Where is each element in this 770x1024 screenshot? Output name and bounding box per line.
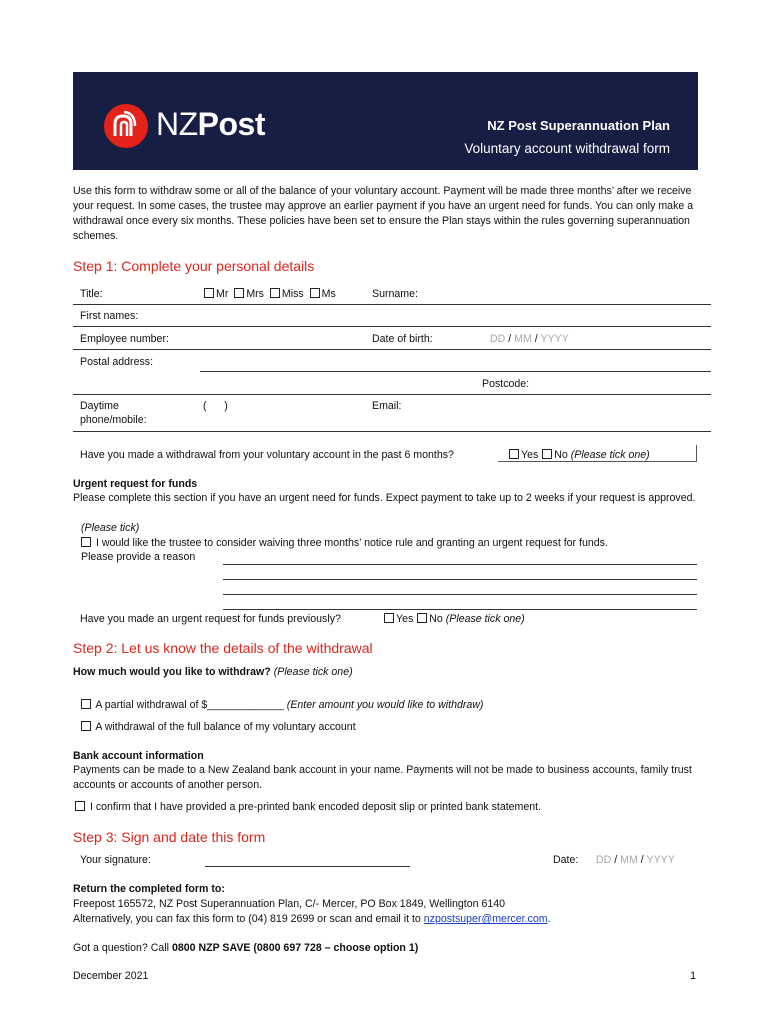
first-names-label: First names: xyxy=(80,310,139,322)
confirm-checkbox[interactable] xyxy=(75,801,85,811)
reason-line-1[interactable] xyxy=(223,564,697,565)
step2-heading: Step 2: Let us know the details of the withdrawal xyxy=(73,640,373,656)
employee-number-label: Employee number: xyxy=(80,333,169,345)
question-line: Got a question? Call 0800 NZP SAVE (0800 697 728 – choose option 1) xyxy=(73,942,419,954)
title-ms-checkbox[interactable] xyxy=(310,288,320,298)
date-label: Date: xyxy=(553,854,579,866)
partial-withdrawal-option[interactable]: A partial withdrawal of $_____________ (Enter amount you would like to withdraw) xyxy=(81,698,483,712)
please-tick: (Please tick) xyxy=(81,522,140,534)
divider xyxy=(73,326,711,327)
title-mr-checkbox[interactable] xyxy=(204,288,214,298)
past-no-checkbox[interactable] xyxy=(542,449,552,459)
divider xyxy=(73,304,711,305)
step1-heading: Step 1: Complete your personal details xyxy=(73,258,315,274)
reason-label: Please provide a reason xyxy=(81,551,196,563)
phone-label: Daytime phone/mobile: xyxy=(80,400,147,426)
urgent-no-checkbox[interactable] xyxy=(417,613,427,623)
signature-line[interactable] xyxy=(205,866,410,867)
footer-date: December 2021 xyxy=(73,970,149,982)
dob-field[interactable]: DD / MM / YYYY xyxy=(490,333,569,345)
signature-label: Your signature: xyxy=(80,854,151,866)
return-heading: Return the completed form to: xyxy=(73,883,225,895)
confirm-option[interactable]: I confirm that I have provided a pre-printed bank encoded deposit slip or printed bank statement. xyxy=(75,800,541,814)
title-miss-checkbox[interactable] xyxy=(270,288,280,298)
email-label: Email: xyxy=(372,400,402,412)
urgent-previous-options[interactable]: Yes No (Please tick one) xyxy=(384,612,525,626)
title-mrs-checkbox[interactable] xyxy=(234,288,244,298)
urgent-yes-checkbox[interactable] xyxy=(384,613,394,623)
past-yes-checkbox[interactable] xyxy=(509,449,519,459)
email-link[interactable]: nzpostsuper@mercer.com xyxy=(423,913,548,925)
postal-line xyxy=(200,371,711,372)
divider xyxy=(73,349,711,350)
sign-date-field[interactable]: DD / MM / YYYY xyxy=(596,854,675,866)
postal-address-label: Postal address: xyxy=(80,356,154,368)
surname-label: Surname: xyxy=(372,288,418,300)
logo-wordmark: NZPost xyxy=(156,106,265,142)
urgent-consider-checkbox[interactable] xyxy=(81,537,91,547)
postcode-label: Postcode: xyxy=(482,378,530,390)
page-number: 1 xyxy=(690,970,696,982)
fax-email-line: Alternatively, you can fax this form to (04) 819 2699 or scan and email it to nzpostsuper@mercer.com. xyxy=(73,913,551,925)
how-much-question: How much would you like to withdraw? (Please tick one) xyxy=(73,666,353,678)
divider xyxy=(73,394,711,395)
urgent-heading: Urgent request for funds xyxy=(73,478,198,490)
past-withdrawal-options[interactable]: Yes No (Please tick one) xyxy=(509,448,650,462)
full-checkbox[interactable] xyxy=(81,721,91,731)
help-phone: 0800 NZP SAVE (0800 697 728 – choose option 1) xyxy=(171,942,419,954)
intro-text: Use this form to withdraw some or all of the balance of your voluntary account. Payment will be made three months’ after we receive your request. In some cases, the trustee may approve an earlier payment if you have an urgent need for funds. You can only make a withdrawal once every six months. These policies have been set to ensure the Plan stays within the rules governing superannuation schemes. xyxy=(73,185,694,242)
plan-title: NZ Post Superannuation Plan xyxy=(487,118,670,133)
bank-heading: Bank account information xyxy=(73,750,204,762)
full-withdrawal-option[interactable]: A withdrawal of the full balance of my voluntary account xyxy=(81,720,356,734)
bank-text: Payments can be made to a New Zealand bank account in your name. Payments will not be made to business accounts, family trust accounts or accounts of another person. xyxy=(73,764,692,791)
reason-line-3[interactable] xyxy=(223,594,697,595)
partial-checkbox[interactable] xyxy=(81,699,91,709)
urgent-consider-option[interactable]: I would like the trustee to consider waiving three months’ notice rule and granting an urgent request for funds. xyxy=(81,536,608,550)
divider xyxy=(73,431,711,432)
reason-line-2[interactable] xyxy=(223,579,697,580)
urgent-text: Please complete this section if you have an urgent need for funds. Expect payment to take up to 2 weeks if your request is approved. xyxy=(73,492,696,504)
dob-label: Date of birth: xyxy=(372,333,433,345)
form-title: Voluntary account withdrawal form xyxy=(464,141,670,156)
urgent-previous-question: Have you made an urgent request for funds previously? xyxy=(80,613,341,625)
past-withdrawal-question: Have you made a withdrawal from your voluntary account in the past 6 months? xyxy=(80,449,454,461)
title-label: Title: xyxy=(80,288,103,300)
step3-heading: Step 3: Sign and date this form xyxy=(73,829,266,845)
return-address: Freepost 165572, NZ Post Superannuation Plan, C/- Mercer, PO Box 1849, Wellington 6140 xyxy=(73,898,506,910)
title-options[interactable]: Mr Mrs Miss Ms xyxy=(204,287,336,301)
nzpost-logo-icon xyxy=(104,104,148,148)
reason-line-4[interactable] xyxy=(223,609,697,610)
phone-area-code[interactable]: ( ) xyxy=(203,400,228,412)
